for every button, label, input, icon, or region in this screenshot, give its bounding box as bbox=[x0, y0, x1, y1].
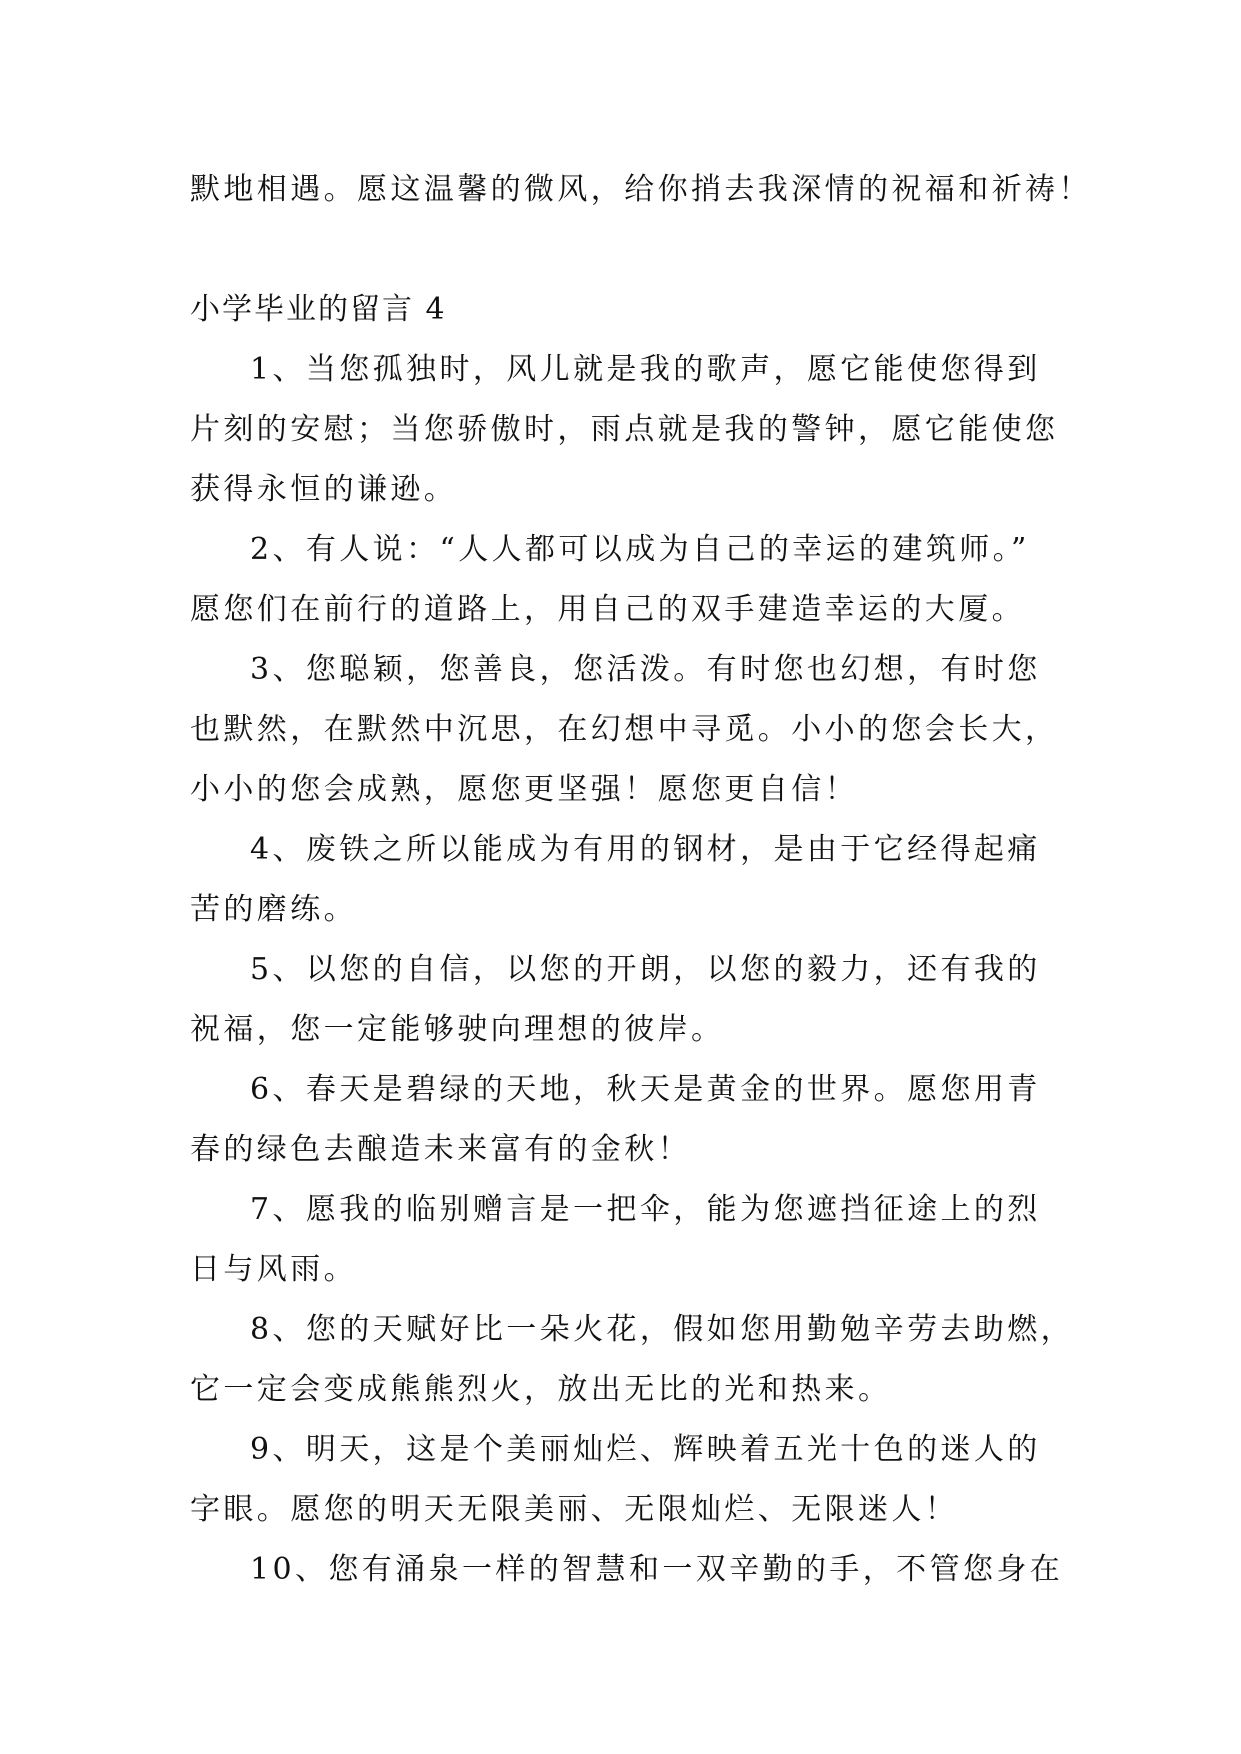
paragraph-line: 字眼。愿您的明天无限美丽、无限灿烂、无限迷人！ bbox=[190, 1492, 959, 1527]
document-body bbox=[190, 160, 1092, 1600]
paragraph-line: 4、废铁之所以能成为有用的钢材，是由于它经得起痛 bbox=[250, 832, 1041, 867]
paragraph-9 bbox=[190, 1420, 1050, 1540]
section-spacer bbox=[190, 220, 1050, 280]
paragraph-6 bbox=[190, 1060, 1050, 1180]
carryover-line: 默地相遇。愿这温馨的微风，给你捎去我深情的祝福和祈祷！ bbox=[190, 172, 1092, 207]
paragraph-line: 7、愿我的临别赠言是一把伞，能为您遮挡征途上的烈 bbox=[250, 1192, 1041, 1227]
paragraph-line: 9、明天，这是个美丽灿烂、辉映着五光十色的迷人的 bbox=[250, 1432, 1041, 1467]
paragraph-line: 获得永恒的谦逊。 bbox=[190, 472, 458, 507]
paragraph-line: 片刻的安慰；当您骄傲时，雨点就是我的警钟，愿它能使您 bbox=[190, 412, 1059, 447]
paragraph-line: 祝福，您一定能够驶向理想的彼岸。 bbox=[190, 1012, 725, 1047]
section-title: 小学毕业的留言 4 bbox=[190, 292, 447, 327]
paragraph-2 bbox=[190, 520, 1050, 640]
paragraph-line: 1、当您孤独时，风儿就是我的歌声，愿它能使您得到 bbox=[250, 352, 1041, 387]
paragraph-8 bbox=[190, 1300, 1075, 1420]
paragraph-line: 春的绿色去酿造未来富有的金秋！ bbox=[190, 1132, 691, 1167]
paragraph-line: 5、以您的自信，以您的开朗，以您的毅力，还有我的 bbox=[250, 952, 1041, 987]
paragraph-line: 2、有人说：“人人都可以成为自己的幸运的建筑师。” bbox=[250, 532, 1030, 567]
paragraph-3 bbox=[190, 640, 1059, 820]
paragraph-4 bbox=[190, 820, 1050, 940]
paragraph-line: 日与风雨。 bbox=[190, 1252, 357, 1287]
paragraph-line: 10、您有涌泉一样的智慧和一双辛勤的手，不管您身在 bbox=[250, 1552, 1064, 1587]
paragraph-line: 6、春天是碧绿的天地，秋天是黄金的世界。愿您用青 bbox=[250, 1072, 1041, 1107]
paragraph-line: 它一定会变成熊熊烈火，放出无比的光和热来。 bbox=[190, 1372, 892, 1407]
paragraph-line: 小小的您会成熟，愿您更坚强！愿您更自信！ bbox=[190, 772, 858, 807]
paragraph-line: 8、您的天赋好比一朵火花，假如您用勤勉辛劳去助燃， bbox=[250, 1312, 1075, 1347]
paragraph-7 bbox=[190, 1180, 1050, 1300]
paragraph-5 bbox=[190, 940, 1050, 1060]
paragraph-line: 愿您们在前行的道路上，用自己的双手建造幸运的大厦。 bbox=[190, 592, 1025, 627]
paragraph-10 bbox=[190, 1540, 1064, 1600]
paragraph-line: 也默然，在默然中沉思，在幻想中寻觅。小小的您会长大， bbox=[190, 712, 1059, 747]
paragraph-1 bbox=[190, 340, 1059, 520]
paragraph-line: 3、您聪颖，您善良，您活泼。有时您也幻想，有时您 bbox=[250, 652, 1041, 687]
paragraph-line: 苦的磨练。 bbox=[190, 892, 357, 927]
